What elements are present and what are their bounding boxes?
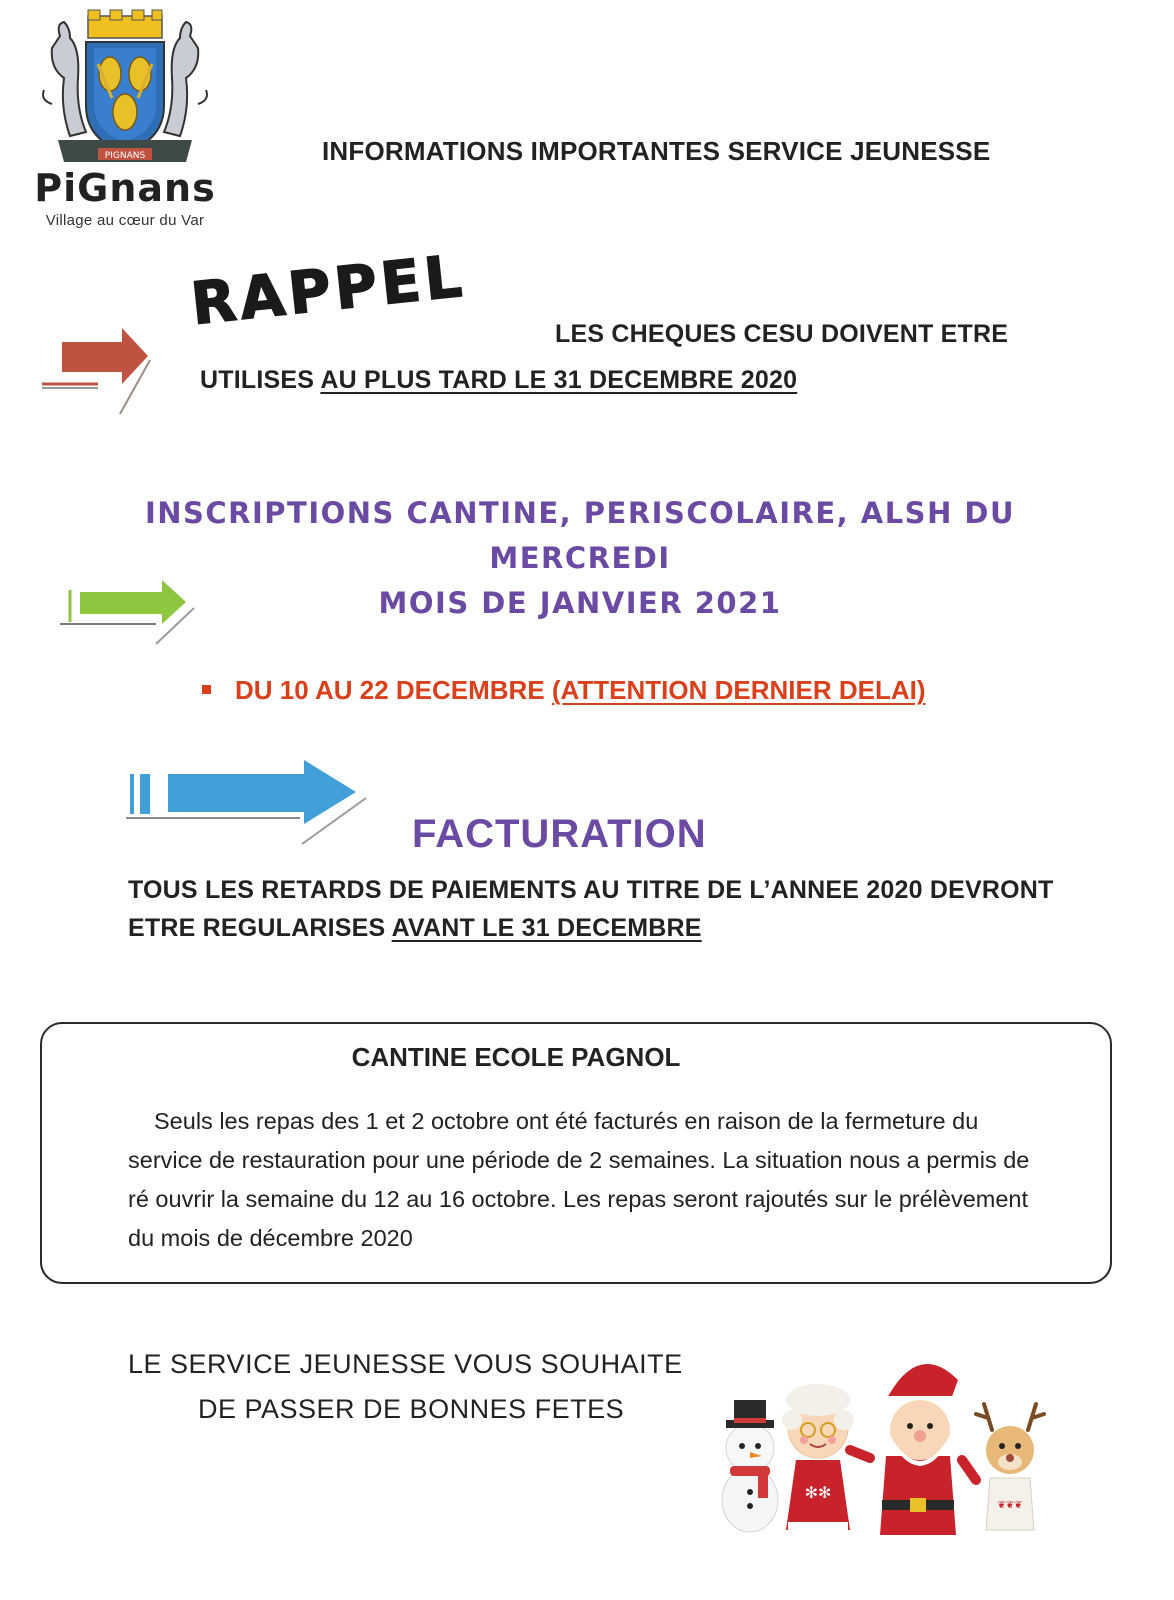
inscriptions-period: DU 10 AU 22 DECEMBRE: [235, 675, 552, 705]
inscriptions-heading-line-1: INSCRIPTIONS CANTINE, PERISCOLAIRE, ALSH DU: [144, 496, 1016, 530]
closing-line-2: DE PASSER DE BONNES FETES: [198, 1394, 625, 1424]
rappel-line-1: LES CHEQUES CESU DOIVENT ETRE: [555, 320, 1009, 348]
santa-claus-icon: [850, 1350, 976, 1535]
red-arrow-icon: [38, 326, 156, 418]
cantine-notice-box: [40, 1022, 1112, 1284]
town-tagline: Village au cœur du Var: [45, 212, 205, 229]
facturation-line-1: TOUS LES RETARDS DE PAIEMENTS AU TITRE DE L’ANNEE 2020 DEVRONT: [128, 876, 1054, 904]
bullet-square-icon: [202, 685, 211, 694]
rappel-line-2-prefix: UTILISES: [200, 366, 321, 394]
christmas-illustration: [700, 1340, 1050, 1545]
blue-arrow-icon: [124, 758, 372, 848]
coat-of-arms-icon: [30, 8, 220, 168]
mrs-claus-icon: [782, 1384, 854, 1530]
facturation-heading: FACTURATION: [412, 812, 707, 856]
reindeer-icon: [976, 1404, 1044, 1530]
facturation-line-2: [128, 914, 702, 943]
inscriptions-heading-line-3: MOIS DE JANVIER 2021: [378, 586, 782, 620]
page-title: INFORMATIONS IMPORTANTES SERVICE JEUNESSE: [322, 136, 991, 166]
svg-text:✻✻: ✻✻: [804, 1483, 832, 1502]
town-name: PiGnans: [34, 166, 216, 210]
svg-text:❦❦❦: ❦❦❦: [997, 1500, 1023, 1511]
cantine-title: CANTINE ECOLE PAGNOL: [351, 1042, 681, 1072]
rappel-line-2: [200, 366, 797, 395]
closing-line-1: LE SERVICE JEUNESSE VOUS SOUHAITE: [128, 1349, 683, 1379]
facturation-line-2-prefix: ETRE REGULARISES: [128, 914, 392, 942]
svg-text:PIGNANS: PIGNANS: [104, 151, 146, 161]
inscriptions-heading-line-2: MERCREDI: [489, 541, 671, 575]
facturation-deadline: AVANT LE 31 DECEMBRE: [391, 914, 702, 942]
cantine-text: Seuls les repas des 1 et 2 octobre ont été facturés en raison de la fermeture du service de restauration pour une période de 2 semaines. La situation nous a permis de ré ouvrir la semaine du 12 au 16 octobre. Les repas seront rajoutés sur le prélèvement du mois de décembre 2020: [128, 1108, 1030, 1251]
inscriptions-warning: (ATTENTION DERNIER DELAI): [551, 675, 926, 705]
snowman-icon: [722, 1400, 778, 1532]
rappel-heading: RAPPEL: [187, 241, 469, 338]
rappel-deadline: AU PLUS TARD LE 31 DECEMBRE 2020: [320, 366, 798, 394]
inscriptions-period-bullet: [202, 675, 926, 706]
pignans-logo: [30, 8, 220, 238]
